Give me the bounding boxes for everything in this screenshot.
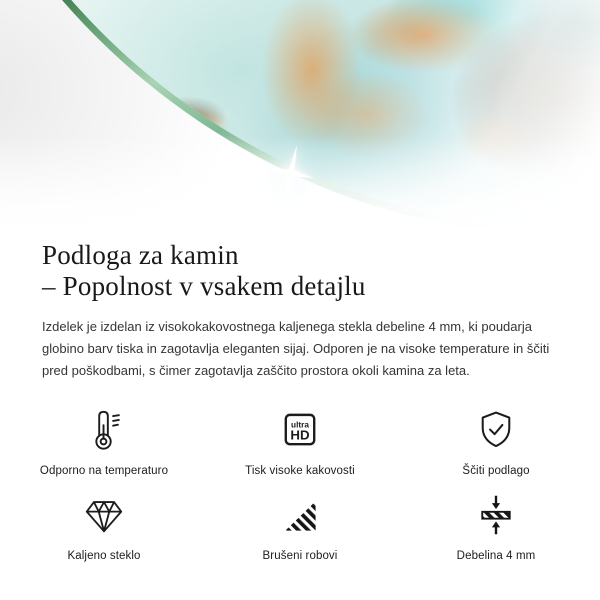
feature-label: Ščiti podlago: [462, 465, 530, 477]
feature-item-thickness: [398, 491, 594, 562]
polished-edges-icon: [278, 491, 322, 539]
features-grid: [6, 406, 594, 562]
feature-label: Odporno na temperaturo: [39, 465, 169, 477]
svg-text:ultra: ultra: [291, 420, 309, 430]
feature-item-polished-edges: [202, 491, 398, 562]
feature-item-print-quality: [202, 406, 398, 477]
page-title-line2: – Popolnost v vsakem detajlu: [42, 271, 366, 301]
feature-item-protects: [398, 406, 594, 477]
svg-text:HD: HD: [290, 427, 310, 443]
page-title: [42, 240, 600, 302]
ultra-hd-icon: [278, 406, 322, 454]
feature-label: Kaljeno steklo: [67, 550, 141, 562]
thermometer-icon: [81, 406, 127, 454]
feature-item-tempered-glass: [6, 491, 202, 562]
shield-check-icon: [474, 406, 518, 454]
product-description: Izdelek je izdelan iz visokokakovostnega kaljenega stekla debeline 4 mm, ki poudarja globino barv tiska in zagotavlja eleganten sijaj. Odporen je na visoke temperature in ščiti pred poškodbami, s čimer zagotavlja zaščito prostora okoli kamina za leta.: [42, 319, 550, 378]
feature-item-temperature: [6, 406, 202, 477]
feature-label: Brušeni robovi: [262, 550, 338, 562]
product-image: [0, 0, 600, 234]
feature-label: Debelina 4 mm: [456, 550, 536, 562]
page-title-line1: Podloga za kamin: [42, 240, 239, 270]
thickness-icon: [474, 491, 518, 539]
feature-label: Tisk visoke kakovosti: [245, 465, 355, 477]
diamond-icon: [81, 491, 127, 539]
sparkle-icon: [257, 139, 326, 208]
